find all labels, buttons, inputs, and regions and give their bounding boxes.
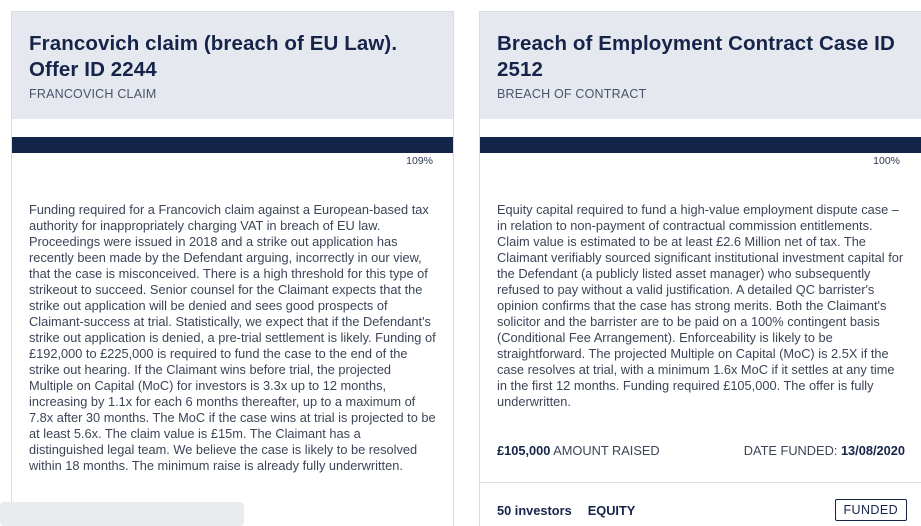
offer-card-2244[interactable]	[11, 11, 454, 526]
funding-progress-fill	[12, 137, 453, 153]
offer-type: EQUITY	[587, 502, 636, 518]
funding-progress-fill	[480, 137, 921, 153]
date-funded-label: DATE FUNDED:	[743, 443, 838, 458]
amount-raised-label: AMOUNT RAISED	[553, 443, 660, 458]
funding-progress-bar	[480, 137, 921, 153]
offer-card-2512[interactable]	[479, 11, 921, 526]
card-title[interactable]: Francovich claim (breach of EU Law). Offer ID 2244	[29, 32, 398, 81]
card-category: BREACH OF CONTRACT	[497, 87, 647, 101]
amount-raised	[497, 443, 660, 458]
card-title[interactable]: Breach of Employment Contract Case ID 2512	[497, 32, 895, 81]
card-description: Funding required for a Francovich claim against a European-based tax authority for inappropriately charging VAT in breach of EU law. Proceedings were issued in 2018 and a strike out application has recently been made by the Defendant arguing, incorrectly in our view, that the case is misconceived. There is a high threshold for this type of strikeout to succeed. Senior counsel for the Claimant expects that the strike out application will be denied and sees good prospects of Claimant-success at trial. Statistically, we expect that if the Defendant's strike out application is denied, a pre-trial settlement is likely. Funding of £192,000 to £225,000 is required to fund the case to the end of the strike out hearing. If the Claimant wins before trial, the projected Multiple on Capital (MoC) for investors is 3.3x up to 12 months, increasing by 1.1x for each 6 months thereafter, up to a maximum of 7.8x after 30 months. The MoC if the case wins at trial is projected to be at least 5.6x. The claim value is £15m. The Claimant has a distinguished legal team. We believe the case is likely to be resolved within 18 months. The minimum raise is already fully underwritten.	[29, 202, 436, 473]
amount-raised-value: £105,000	[497, 443, 551, 458]
status-badge: FUNDED	[835, 499, 907, 521]
card-header	[12, 12, 453, 119]
funding-percent: 109%	[406, 155, 433, 167]
raised-row	[497, 443, 905, 458]
date-funded	[744, 443, 905, 458]
card-description: Equity capital required to fund a high-value employment dispute case – in relation to non-payment of contractual commission entitlements. Claim value is estimated to be at least £2.6 Million net of tax. The Claimant verifiably sourced significant institutional investment capital for the Defendant (a publicly listed asset manager) who subsequently refused to pay without a valid justification. A detailed QC barrister's opinion confirms that the case has strong merits. Both the Claimant's solicitor and the barrister are to be paid on a 100% contingent basis (Conditional Fee Arrangement). Enforceability is likely to be straightforward. The projected Multiple on Capital (MoC) is 2.5X if the case resolves at trial, with a minimum 1.6x MoC if it settles at any time in the first 12 months. Funding required £105,000. The offer is fully underwritten.	[497, 202, 904, 409]
card-footer	[497, 499, 907, 521]
card-category: FRANCOVICH CLAIM	[29, 87, 157, 101]
date-funded-value: 13/08/2020	[840, 443, 905, 458]
funding-progress-bar	[12, 137, 453, 153]
card-header	[480, 12, 921, 119]
card-divider	[480, 482, 921, 483]
investor-count: 50 investors	[497, 502, 572, 518]
funding-percent: 100%	[873, 155, 900, 167]
horizontal-scrollbar-thumb[interactable]	[0, 502, 244, 526]
